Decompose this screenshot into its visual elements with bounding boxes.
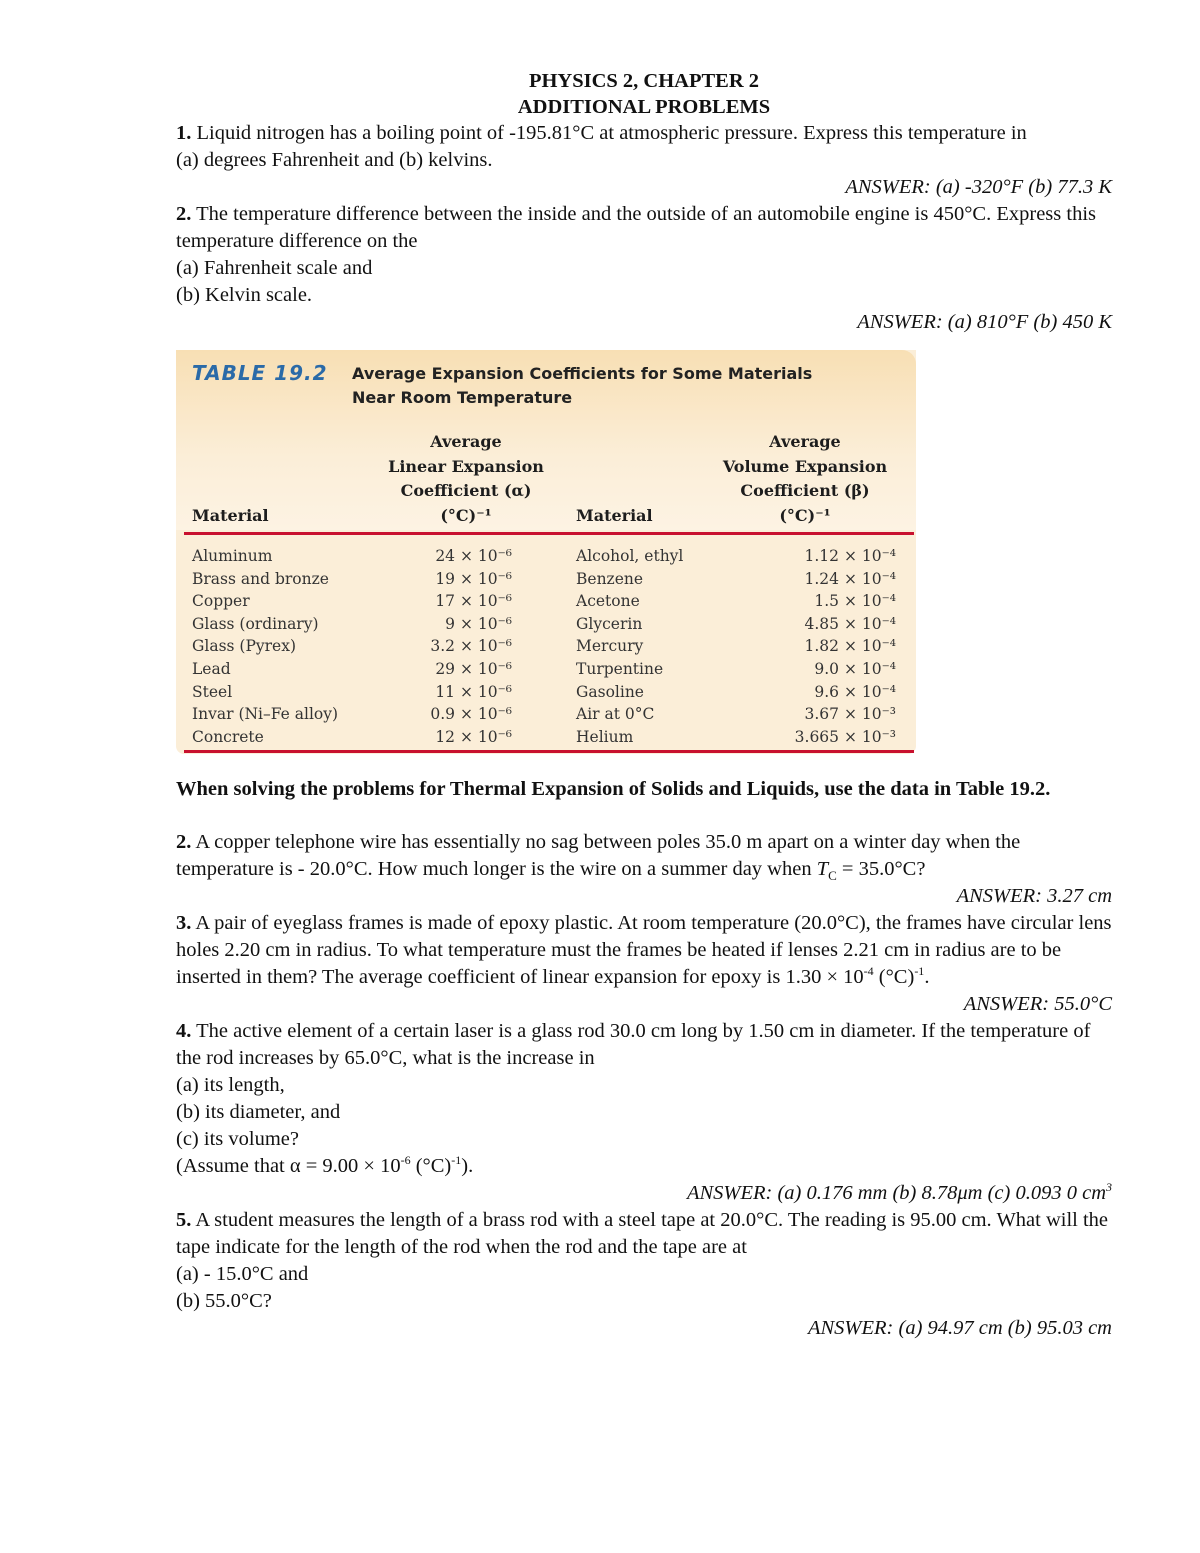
- problem-2b-statement-end: = 35.0°C?: [836, 858, 926, 880]
- material-cell: Aluminum: [192, 547, 273, 565]
- problem-2b-text: [176, 829, 1112, 883]
- problem-5-part-b: (b) 55.0°C?: [176, 1290, 272, 1312]
- problem-3-end: .: [924, 966, 930, 988]
- column-header-material: Material: [192, 506, 269, 525]
- linear-coefficient-cell: 19 × 10⁻⁶: [435, 569, 512, 588]
- volume-coefficient-cell: 9.0 × 10⁻⁴: [814, 659, 896, 678]
- assumption-text: (Assume that α = 9.00 × 10: [176, 1155, 401, 1177]
- problem-number: 2.: [176, 203, 192, 225]
- problem-number: 1.: [176, 122, 192, 144]
- linear-coefficient-cell: 11 × 10⁻⁶: [435, 682, 512, 701]
- material-cell: Air at 0°C: [576, 705, 655, 724]
- problem-1-parts: (a) degrees Fahrenheit and (b) kelvins.: [176, 149, 493, 171]
- material-cell: Acetone: [576, 592, 640, 611]
- table-row: [176, 726, 916, 749]
- problem-number: 5.: [176, 1209, 192, 1231]
- table-row: [176, 681, 916, 704]
- column-header-linear-line-4: (°C)⁻¹: [440, 505, 492, 525]
- material-cell: Benzene: [576, 569, 644, 588]
- problem-3-answer: ANSWER: 55.0°C: [963, 993, 1112, 1015]
- linear-coefficient-cell: 0.9 × 10⁻⁶: [430, 705, 512, 724]
- problem-4-text: [176, 1018, 1112, 1072]
- title-line-1: PHYSICS 2, CHAPTER 2: [528, 70, 760, 92]
- problem-2a-answer: ANSWER: (a) 810°F (b) 450 K: [857, 311, 1112, 333]
- table-row: [176, 568, 916, 591]
- problem-4-part-a: (a) its length,: [176, 1074, 285, 1096]
- spacer: [176, 803, 1112, 829]
- problem-2b-statement: A copper telephone wire has essentially no sag between poles 35.0 m apart on a winter day when the temperature is - 20.0°C. How much longer is the wire on a summer day when: [176, 831, 1021, 880]
- material-cell: Glass (ordinary): [192, 614, 319, 633]
- table-caption: [352, 362, 872, 410]
- problem-2a-statement: The temperature difference between the inside and the outside of an automobile engine is 450°C. Express this temperature difference on the: [176, 203, 1096, 252]
- problem-4-answer-text: ANSWER: (a) 0.176 mm (b) 8.78μm (c) 0.093 0 cm: [686, 1182, 1106, 1204]
- problem-2a-text: [176, 201, 1112, 255]
- problem-3-text: [176, 910, 1112, 991]
- material-cell: Turpentine: [576, 659, 664, 678]
- column-header-linear-line-2: Linear Expansion: [388, 456, 544, 476]
- temperature-subscript: C: [828, 868, 837, 884]
- linear-coefficient-cell: 29 × 10⁻⁶: [435, 659, 512, 678]
- problem-2b-answer: ANSWER: 3.27 cm: [956, 885, 1112, 907]
- table-body: [176, 545, 916, 748]
- material-cell: Glycerin: [576, 614, 643, 633]
- linear-coefficient-cell: 12 × 10⁻⁶: [435, 727, 512, 746]
- problem-number: 3.: [176, 912, 192, 934]
- problem-4-part-b: (b) its diameter, and: [176, 1101, 341, 1123]
- material-cell: Lead: [192, 659, 231, 678]
- material-cell: Copper: [192, 592, 250, 611]
- column-header-linear-line-1: Average: [430, 432, 502, 451]
- problem-3-statement: A pair of eyeglass frames is made of epoxy plastic. At room temperature (20.0°C), the frames have circular lens holes 2.20 cm in radius. To what temperature must the frames be heated if lenses 2.21 cm in radius are to be inserted in them? The average coefficient of linear expansion for epoxy is 1.30 × 10: [176, 912, 1112, 988]
- material-cell: Steel: [192, 682, 233, 701]
- problem-5-text: [176, 1207, 1112, 1261]
- column-header-linear: [356, 430, 576, 528]
- problem-number: 4.: [176, 1020, 192, 1042]
- column-header-volume-line-1: Average: [769, 432, 841, 451]
- volume-coefficient-cell: 1.5 × 10⁻⁴: [814, 592, 896, 611]
- material-cell: Invar (Ni–Fe alloy): [192, 705, 339, 724]
- material-cell: Helium: [576, 727, 634, 746]
- temperature-symbol: T: [816, 858, 829, 880]
- linear-coefficient-cell: 24 × 10⁻⁶: [435, 547, 512, 565]
- table-bottom-rule: [184, 750, 914, 753]
- linear-coefficient-cell: 17 × 10⁻⁶: [435, 592, 512, 611]
- volume-coefficient-cell: 1.82 × 10⁻⁴: [804, 637, 896, 656]
- column-header-volume-line-3: Coefficient (β): [740, 481, 870, 500]
- table-row: [176, 658, 916, 681]
- problem-4-assumption: [176, 1153, 1112, 1180]
- column-header-linear-line-3: Coefficient (α): [400, 481, 532, 500]
- assumption-end: ).: [461, 1155, 474, 1177]
- volume-coefficient-cell: 3.665 × 10⁻³: [794, 727, 896, 746]
- document-title: [176, 68, 1112, 120]
- problem-1-text: [176, 120, 1112, 147]
- table-row: [176, 635, 916, 658]
- title-line-2: ADDITIONAL PROBLEMS: [517, 96, 771, 118]
- linear-coefficient-cell: 3.2 × 10⁻⁶: [430, 637, 512, 656]
- problem-5-answer: ANSWER: (a) 94.97 cm (b) 95.03 cm: [807, 1317, 1112, 1339]
- problem-2a-part-b: (b) Kelvin scale.: [176, 284, 313, 306]
- problem-number: 2.: [176, 831, 192, 853]
- exponent: -4: [863, 964, 874, 979]
- volume-coefficient-cell: 9.6 × 10⁻⁴: [814, 682, 896, 701]
- volume-coefficient-cell: 4.85 × 10⁻⁴: [804, 614, 896, 633]
- table-row: [176, 703, 916, 726]
- material-cell: Brass and bronze: [192, 569, 329, 588]
- material-cell: Concrete: [192, 727, 264, 746]
- problem-4-statement: The active element of a certain laser is a glass rod 30.0 cm long by 1.50 cm in diameter. If the temperature of the rod increases by 65.0°C, what is the increase in: [176, 1020, 1091, 1069]
- linear-coefficient-cell: 9 × 10⁻⁶: [445, 614, 512, 633]
- exponent: -6: [400, 1153, 411, 1168]
- volume-coefficient-cell: 1.24 × 10⁻⁴: [804, 569, 896, 588]
- table-row: [176, 613, 916, 636]
- problem-5-part-a: (a) - 15.0°C and: [176, 1263, 309, 1285]
- problem-4-answer: [176, 1180, 1112, 1207]
- expansion-coefficients-table: [176, 350, 916, 754]
- table-row: [176, 545, 916, 568]
- table-instruction: When solving the problems for Thermal Expansion of Solids and Liquids, use the data in Table 19.2.: [176, 778, 1051, 800]
- volume-coefficient-cell: 3.67 × 10⁻³: [804, 705, 896, 724]
- problem-4-part-c: (c) its volume?: [176, 1128, 299, 1150]
- table-caption-line-2: Near Room Temperature: [352, 388, 573, 407]
- assumption-unit: (°C): [410, 1155, 452, 1177]
- table-label: TABLE 19.2: [192, 361, 328, 385]
- material-cell: Glass (Pyrex): [192, 637, 297, 656]
- material-cell: Gasoline: [576, 682, 644, 701]
- column-header-volume-line-2: Volume Expansion: [722, 456, 888, 476]
- volume-coefficient-cell: 1.12 × 10⁻⁴: [804, 547, 896, 565]
- column-header-volume-line-4: (°C)⁻¹: [779, 505, 831, 525]
- column-header-volume: [696, 430, 914, 528]
- problem-5-statement: A student measures the length of a brass rod with a steel tape at 20.0°C. The reading is 95.00 cm. What will the tape indicate for the length of the rod when the rod and the tape are at: [176, 1209, 1109, 1258]
- column-header-material-2: Material: [576, 506, 653, 525]
- document-page: [176, 68, 1112, 1342]
- problem-1-answer: ANSWER: (a) -320°F (b) 77.3 K: [845, 176, 1112, 198]
- problem-3-unit: (°C): [873, 966, 915, 988]
- material-cell: Mercury: [576, 637, 644, 656]
- exponent: -1: [914, 964, 925, 979]
- material-cell: Alcohol, ethyl: [576, 547, 684, 565]
- table-caption-line-1: Average Expansion Coefficients for Some Materials: [352, 364, 813, 383]
- table-row: [176, 590, 916, 613]
- table-header-rule: [184, 532, 914, 535]
- exponent: -1: [451, 1153, 462, 1168]
- problem-1-statement: Liquid nitrogen has a boiling point of -195.81°C at atmospheric pressure. Express this temperature in: [191, 122, 1027, 144]
- problem-2a-part-a: (a) Fahrenheit scale and: [176, 257, 373, 279]
- exponent: 3: [1106, 1180, 1112, 1195]
